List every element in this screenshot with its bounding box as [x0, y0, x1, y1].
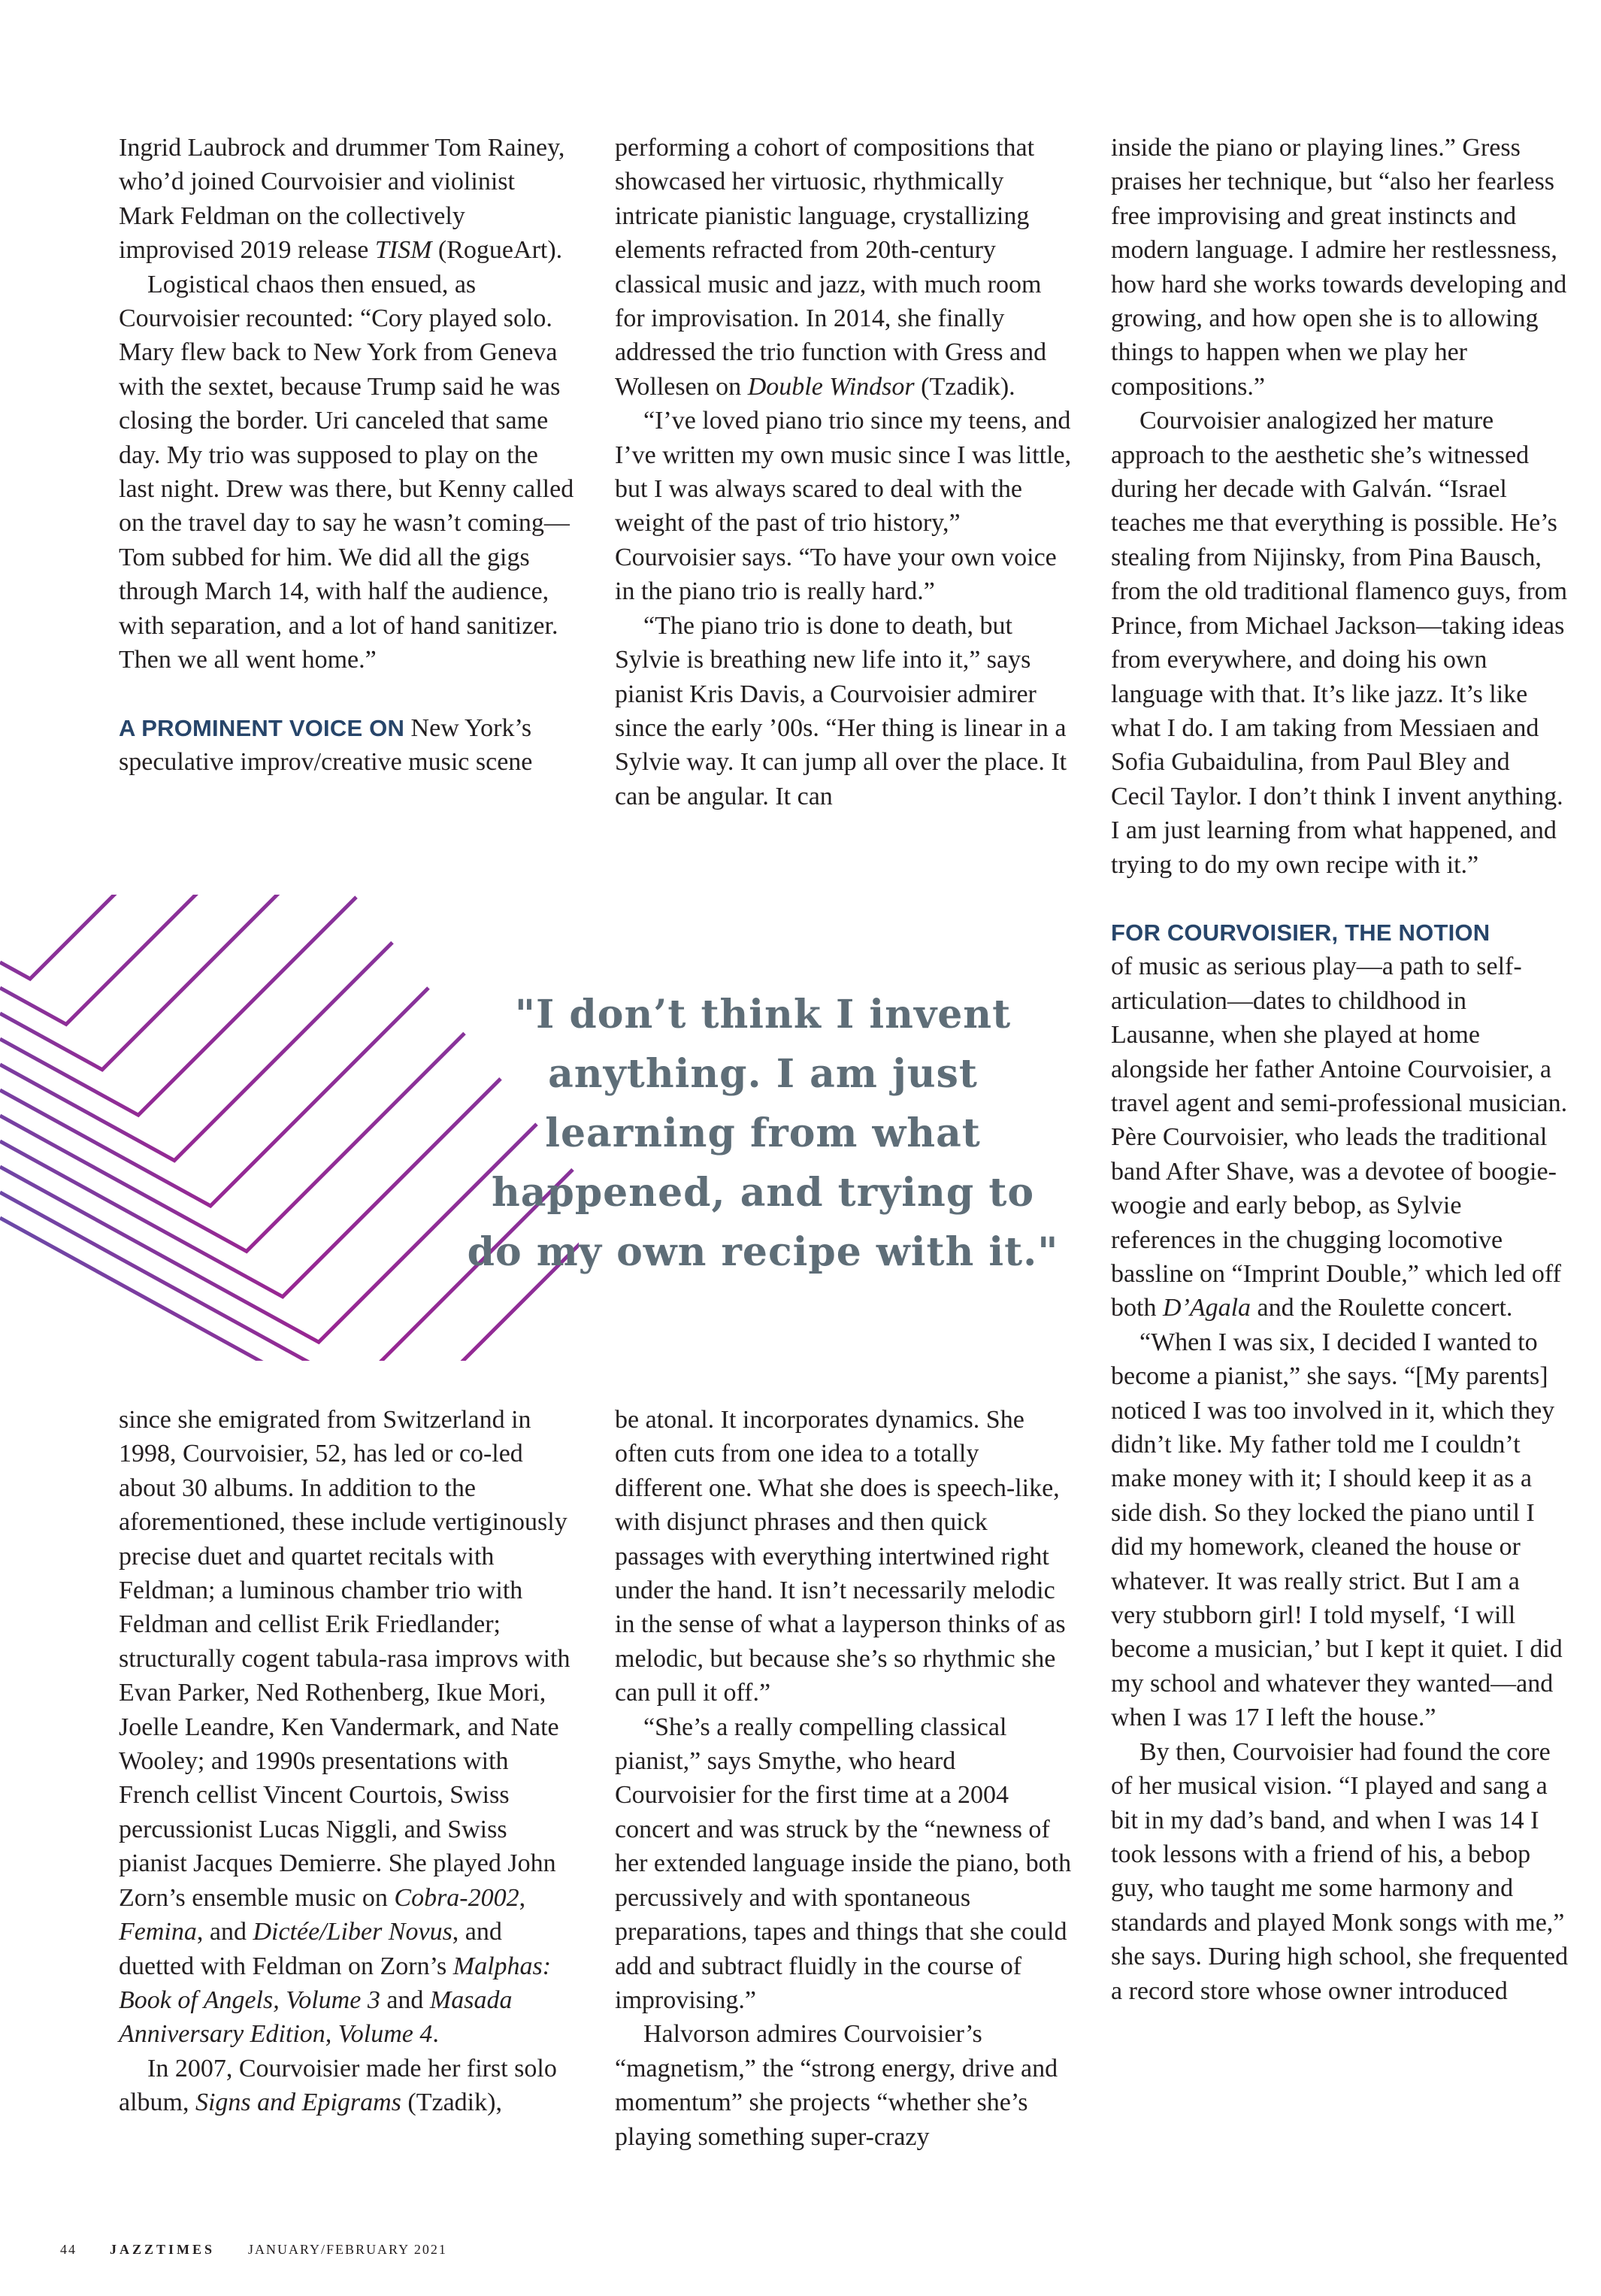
paragraph: “The piano trio is done to death, but Sylvie is breathing new life into it,” says pianist Kris Davis, a Courvoisier admirer since the early ’00s. “Her thing is linear in a Sylvie way. It can jump all over the place. It can be angular. It can — [615, 611, 1067, 810]
stripe-line — [0, 1079, 501, 1297]
page-number: 44 — [60, 2242, 77, 2257]
paragraph: since she emigrated from Switzerland in 1998, Courvoisier, 52, has led or co-led about 30 albums. In addition to the aforementioned, these include vertiginously precise duet and quartet recitals with Feldman; a luminous chamber trio with Feldman and cellist Erik Friedlander; structurally cogent tabula-rasa improvs with Evan Parker, Ned Rothenberg, Ikue Mori, Joelle Leandre, Ken Vandermark, and Nate Wooley; and 1990s presentations with French cellist Vincent Courtois, Swiss percussionist Lucas Niggli, and Swiss pianist Jacques Demierre. She played John Zorn’s ensemble music on Cobra-2002, Femina, and Dictée/Liber Novus, and duetted with Feldman on Zorn’s Malphas: Book of Angels, Volume 3 and Masada Anniversary Edition, Volume 4. — [119, 1406, 570, 2049]
section-kicker: FOR COURVOISIER, THE NOTION — [1111, 919, 1491, 946]
paragraph: Ingrid Laubrock and drummer Tom Rainey, who’d joined Courvoisier and violinist Mark Feldman on the collectively improvised 2019 release TISM (RogueArt). — [119, 134, 565, 265]
paragraph: “I’ve loved piano trio since my teens, and I’ve written my own music since I was little, but I was always scared to deal with the weight of the past of trio history,” Courvoisier says. “To have your own voice in the piano trio is really hard.” — [615, 407, 1072, 606]
pull-quote-line: do my own recipe with it." — [467, 1229, 1059, 1275]
paragraph: be atonal. It incorporates dynamics. She often cuts from one idea to a totally different one. What she does is speech-like, with disjunct phrases and then quick passages with everything intertwined right under the hand. It isn’t necessarily melodic in the sense of what a layperson thinks of as melodic, but because she’s so rhythmic she can pull it off.” — [615, 1406, 1066, 1707]
section-kicker-line — [1111, 916, 1569, 950]
stripe-line — [0, 988, 428, 1206]
paragraph: performing a cohort of compositions that showcased her virtuosic, rhythmically intricate pianistic language, crystallizing elements refracted from 20th-century classical music and jazz, with much room for improvisation. In 2014, she finally addressed the trio function with Gress and Wollesen on Double Windsor (Tzadik). — [615, 134, 1047, 401]
upper-column-1 — [119, 131, 576, 779]
paragraph: By then, Courvoisier had found the core of her musical vision. “I played and sang a bit in my dad’s band, and when I was 14 I took lessons with a friend of his, a bebop guy, who taught me some harmony and standards and played Monk songs with me,” she says. During high school, she frequented a record store whose owner introduced — [1111, 1737, 1569, 2005]
issue-date: JANUARY/FEBRUARY 2021 — [248, 2242, 447, 2257]
stripe-line — [0, 895, 284, 1024]
paragraph: “When I was six, I decided I wanted to become a pianist,” she says. “[My parents] noticed I was too involved in it, which they didn’t like. My father told me I couldn’t make money with it; I should keep it as a side dish. So they locked the piano until I did my homework, cleaned the house or whatever. It was really strict. But I am a very stubborn girl! I told myself, ‘I will become a musician,’ but I kept it quiet. I did my school and whatever they wanted—and when I was 17 I left the house.” — [1111, 1328, 1563, 1732]
paragraph: In 2007, Courvoisier made her first solo album, Signs and Epigrams (Tzadik), — [119, 2054, 557, 2117]
paragraph: Logistical chaos then ensued, as Courvoisier recounted: “Cory played solo. Mary flew back to New York from Geneva with the sextet, because Trump said he was closing the border. Uri canceled that same day. My trio was supposed to play on the last night. Drew was there, but Kenny called on the travel day to say he wasn’t coming—Tom subbed for him. We did all the gigs through March 14, with half the audience, with separation, and a lot of hand sanitizer. Then we all went home.” — [119, 270, 574, 674]
right-column — [1111, 131, 1569, 2008]
stripe-line — [0, 1033, 465, 1251]
section-kicker: A PROMINENT VOICE ON — [119, 714, 405, 741]
paragraph: “She’s a really compelling classical pianist,” says Smythe, who heard Courvoisier for the first time at a 2004 concert and was struck by the “newness of her extended language inside the piano, both percussively and with spontaneous preparations, tapes and things that she could add and subtract fluidly in the course of improvising.” — [615, 1713, 1072, 2014]
stripe-line — [0, 897, 356, 1115]
pull-quote-line: learning from what — [545, 1110, 981, 1156]
pull-quote — [451, 985, 1075, 1282]
magazine-name: JAZZTIMES — [110, 2242, 216, 2257]
section-opener: A PROMINENT VOICE ON New York’s speculative improv/creative music scene — [119, 713, 533, 776]
lower-column-1 — [119, 1403, 576, 2120]
pull-quote-line: happened, and trying to — [491, 1170, 1035, 1216]
pull-quote-line: "I don’t think I invent — [514, 992, 1012, 1037]
page-footer — [60, 2242, 447, 2258]
paragraph: inside the piano or playing lines.” Gress praises her technique, but “also her fearless free improvising and great instincts and modern language. I admire her restlessness, how hard she works towards developing and growing, and how open she is to allowing things to happen when we play her compositions.” — [1111, 134, 1567, 401]
pull-quote-line: anything. I am just — [548, 1051, 978, 1097]
upper-column-2 — [615, 131, 1072, 813]
paragraph: Courvoisier analogized her mature approach to the aesthetic she’s witnessed during her decade with Galván. “Israel teaches me that everything is possible. He’s stealing from Nijinsky, from Pina Bausch, from the old traditional flamenco guys, from Prince, from Michael Jackson—taking ideas from everywhere, and doing his own language with that. It’s like jazz. It’s like what I do. I am taking from Messiaen and Sofia Gubaidulina, from Paul Bley and Cecil Taylor. I don’t think I invent anything. I am just learning from what happened, and trying to do my own recipe with it.” — [1111, 407, 1568, 879]
lower-column-2 — [615, 1403, 1072, 2154]
paragraph: of music as serious play—a path to self-articulation—dates to childhood in Lausanne, when she played at home alongside her father Antoine Courvoisier, a travel agent and semi-professional musician. Père Courvoisier, who leads the traditional band After Shave, was a devotee of boogie-woogie and early bebop, as Sylvie references in the chugging locomotive bassline on “Imprint Double,” which led off both D’Agala and the Roulette concert. — [1111, 953, 1568, 1322]
paragraph: Halvorson admires Courvoisier’s “magnetism,” the “strong energy, drive and momentum” she projects “whether she’s playing something super-crazy — [615, 2020, 1058, 2151]
